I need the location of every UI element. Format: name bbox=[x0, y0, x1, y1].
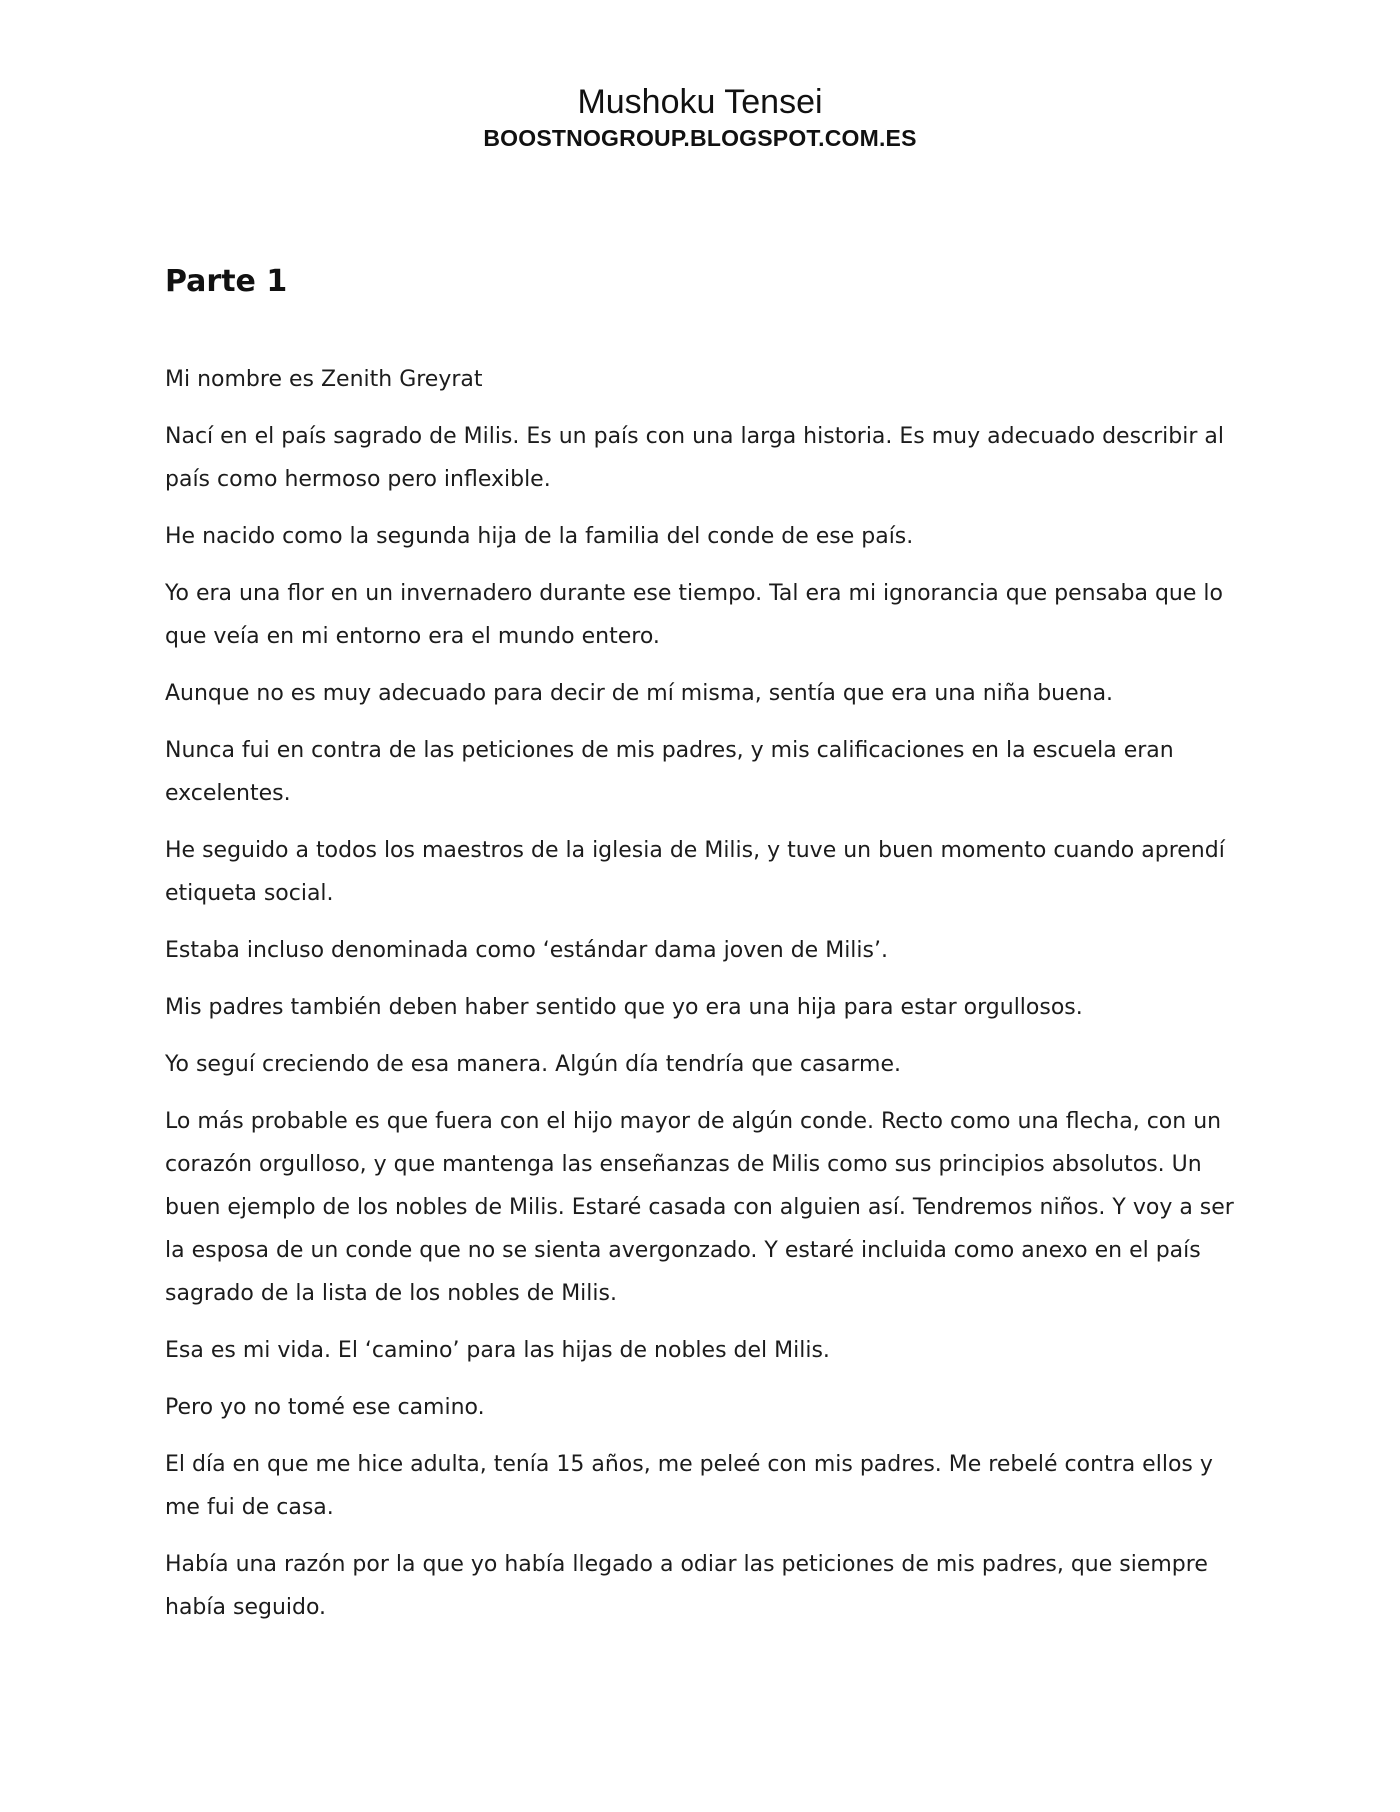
book-title: Mushoku Tensei bbox=[577, 83, 823, 121]
paragraph: Nací en el país sagrado de Milis. Es un país con una larga historia. Es muy adecuado describir al país como hermoso pero inflexible. bbox=[165, 424, 1224, 492]
paragraph: Había una razón por la que yo había llegado a odiar las peticiones de mis padres, que siempre había seguido. bbox=[165, 1552, 1208, 1620]
paragraph: Pero yo no tomé ese camino. bbox=[165, 1395, 485, 1420]
paragraph: He nacido como la segunda hija de la familia del conde de ese país. bbox=[165, 524, 914, 549]
site-name: BOOSTNOGROUP.BLOGSPOT.COM.ES bbox=[483, 125, 917, 151]
paragraph: Estaba incluso denominada como ‘estándar dama joven de Milis’. bbox=[165, 938, 888, 963]
paragraph: Esa es mi vida. El ‘camino’ para las hijas de nobles del Milis. bbox=[165, 1338, 830, 1363]
paragraph: Lo más probable es que fuera con el hijo mayor de algún conde. Recto como una flecha, con un corazón orgulloso, y que mantenga las enseñanzas de Milis como sus principios absolutos. Un buen ejemplo de los nobles de Milis. Estaré casada con alguien así. Tendremos niños. Y voy a ser la esposa de un conde que no se sienta avergonzado. Y estaré incluida como anexo en el país sagrado de la lista de los nobles de Milis. bbox=[165, 1109, 1234, 1306]
paragraph: Aunque no es muy adecuado para decir de mí misma, sentía que era una niña buena. bbox=[165, 681, 1114, 706]
paragraph: Mi nombre es Zenith Greyrat bbox=[165, 367, 483, 392]
document-body bbox=[165, 262, 1240, 1643]
paragraph: El día en que me hice adulta, tenía 15 años, me peleé con mis padres. Me rebelé contra ellos y me fui de casa. bbox=[165, 1452, 1213, 1520]
page-header bbox=[0, 82, 1400, 152]
paragraph: Nunca fui en contra de las peticiones de mis padres, y mis calificaciones en la escuela eran excelentes. bbox=[165, 738, 1174, 806]
paragraph: Yo era una flor en un invernadero durante ese tiempo. Tal era mi ignorancia que pensaba que lo que veía en mi entorno era el mundo entero. bbox=[165, 581, 1223, 649]
paragraph: Yo seguí creciendo de esa manera. Algún día tendría que casarme. bbox=[165, 1052, 901, 1077]
paragraph: He seguido a todos los maestros de la iglesia de Milis, y tuve un buen momento cuando aprendí etiqueta social. bbox=[165, 838, 1225, 906]
paragraph: Mis padres también deben haber sentido que yo era una hija para estar orgullosos. bbox=[165, 995, 1083, 1020]
section-heading: Parte 1 bbox=[165, 264, 288, 299]
